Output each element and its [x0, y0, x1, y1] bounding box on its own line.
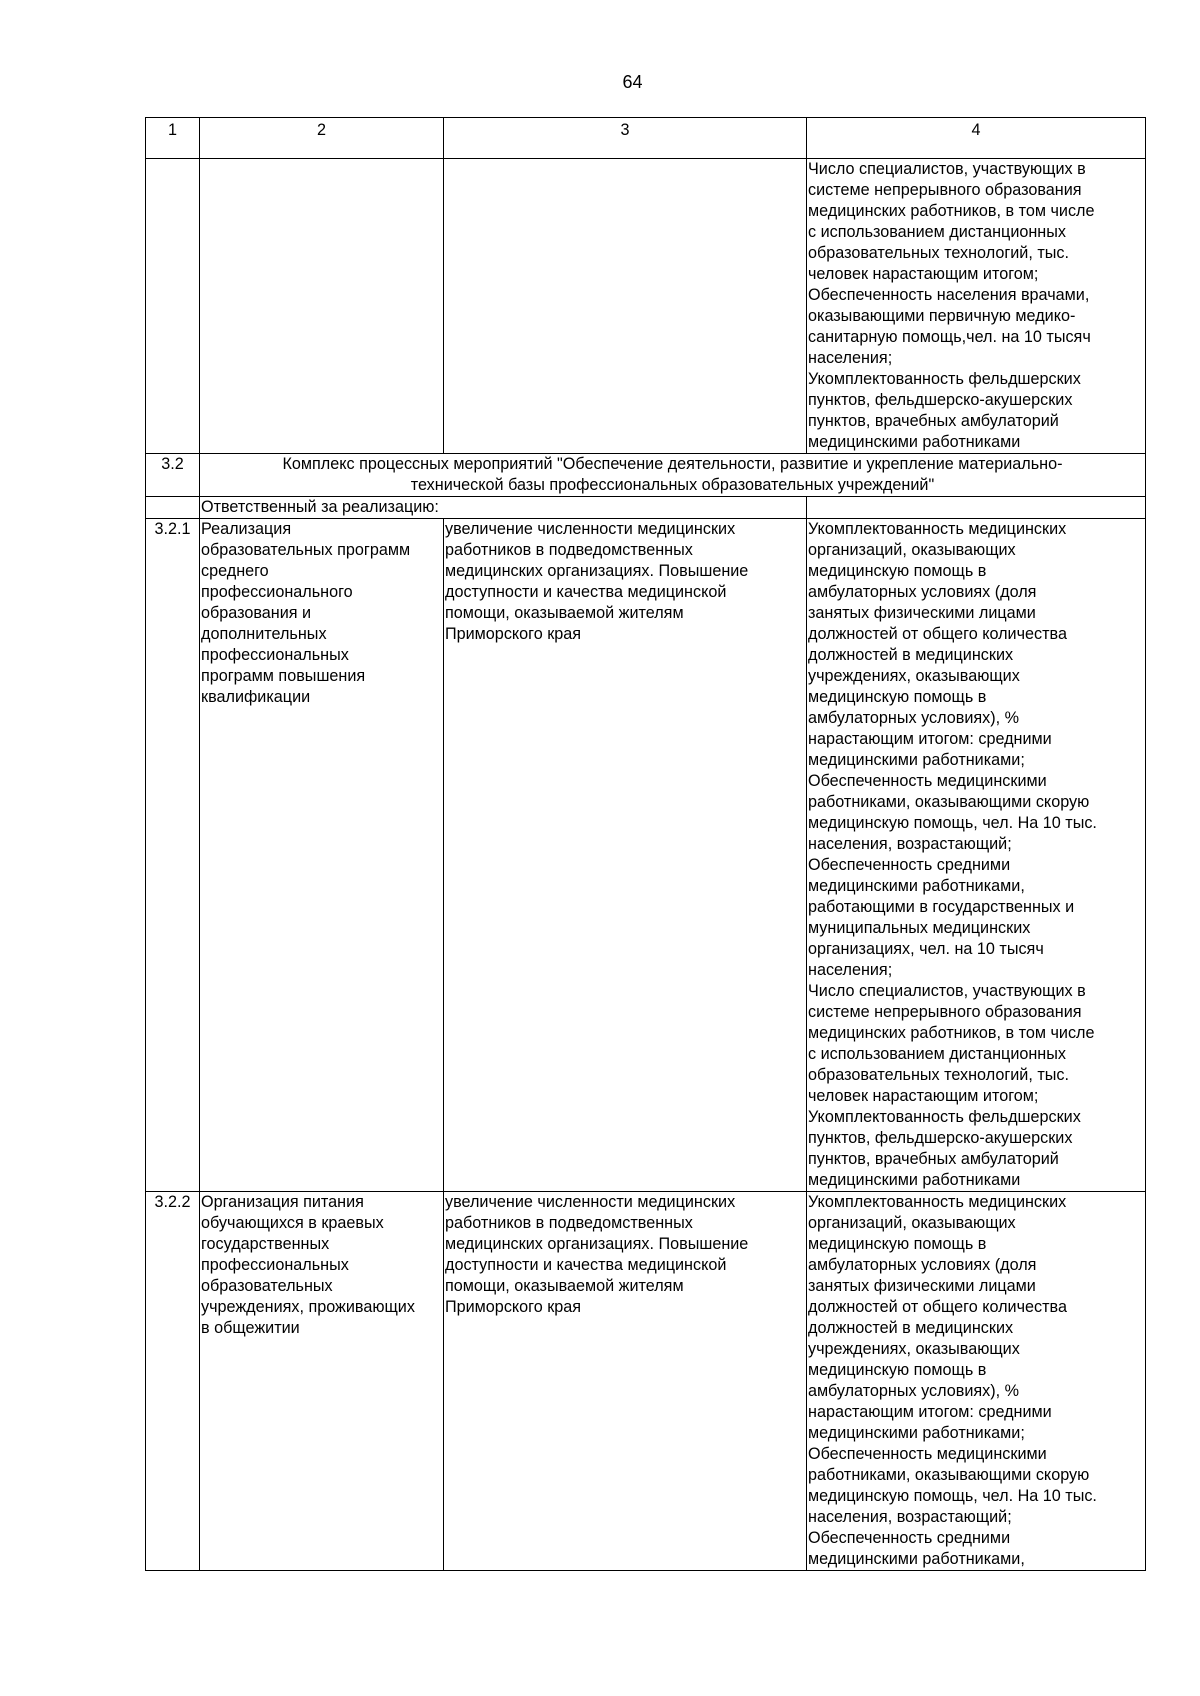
text-line: образовательных	[201, 1277, 333, 1295]
section-row-3-2	[146, 454, 1146, 497]
text-line: увеличение численности медицинских	[445, 1193, 736, 1211]
text-line: Укомплектованность фельдшерских	[808, 370, 1081, 388]
text-line: медицинскими работниками;	[808, 751, 1025, 769]
text-line: амбулаторных условиях), %	[808, 1382, 1020, 1400]
text-line: работниками, оказывающими скорую	[808, 1466, 1090, 1484]
text-line: Обеспеченность медицинскими	[808, 1445, 1047, 1463]
text-line: медицинских организациях. Повышение	[445, 562, 749, 580]
text-line: должностей от общего количества	[808, 1298, 1067, 1316]
text-line: медицинских работников, в том числе	[808, 202, 1095, 220]
text-line: медицинскими работниками,	[808, 877, 1025, 895]
text-line: санитарную помощь,чел. на 10 тысяч	[808, 328, 1091, 346]
section-title	[200, 454, 1146, 497]
text-line: обучающихся в краевых	[201, 1214, 384, 1232]
text-line: амбулаторных условиях), %	[808, 709, 1020, 727]
text-line: медицинских работников, в том числе	[808, 1024, 1095, 1042]
header-col-4: 4	[807, 118, 1146, 159]
responsible-label: Ответственный за реализацию:	[200, 497, 807, 519]
text-line: медицинскими работниками,	[808, 1550, 1025, 1568]
text-line: медицинскими работниками	[808, 433, 1021, 451]
table-row-3-2-2	[146, 1192, 1146, 1571]
text-line: работниками, оказывающими скорую	[808, 793, 1090, 811]
text-line: помощи, оказываемой жителям	[445, 1277, 684, 1295]
text-line: Обеспеченность средними	[808, 1529, 1011, 1547]
text-line: населения, возрастающий;	[808, 1508, 1012, 1526]
text-line: организациях, чел. на 10 тысяч	[808, 940, 1044, 958]
text-line: образовательных технологий, тыс.	[808, 244, 1069, 262]
text-line: занятых физическими лицами	[808, 1277, 1036, 1295]
section-number: 3.2	[146, 454, 200, 497]
row-number: 3.2.1	[146, 519, 200, 1192]
text-line: квалификации	[201, 688, 311, 706]
text-line: пунктов, фельдшерско-акушерских	[808, 1129, 1073, 1147]
expected-result-cell	[444, 1192, 807, 1571]
text-line: организаций, оказывающих	[808, 1214, 1016, 1232]
text-line: среднего	[201, 562, 269, 580]
text-line: амбулаторных условиях (доля	[808, 583, 1037, 601]
text-line: работников в подведомственных	[445, 541, 693, 559]
text-line: системе непрерывного образования	[808, 181, 1082, 199]
text-line: профессиональных	[201, 1256, 349, 1274]
text-line: нарастающим итогом: средними	[808, 730, 1052, 748]
measure-name-cell	[200, 1192, 444, 1571]
text-line: населения, возрастающий;	[808, 835, 1012, 853]
indicators-cell	[807, 159, 1146, 454]
indicators-cell	[807, 519, 1146, 1192]
text-line: медицинскую помощь в	[808, 562, 987, 580]
text-line: должностей в медицинских	[808, 646, 1014, 664]
text-line: дополнительных	[201, 625, 327, 643]
expected-result-cell	[444, 519, 807, 1192]
text-line: медицинскими работниками	[808, 1171, 1021, 1189]
text-line: населения;	[808, 961, 893, 979]
row-number: 3.2.2	[146, 1192, 200, 1571]
table-row-continuation	[146, 159, 1146, 454]
text-line: медицинскую помощь, чел. На 10 тыс.	[808, 1487, 1097, 1505]
text-line: профессионального	[201, 583, 353, 601]
text-line: муниципальных медицинских	[808, 919, 1031, 937]
text-line: Организация питания	[201, 1193, 364, 1211]
indicators-cell	[807, 1192, 1146, 1571]
text-line: организаций, оказывающих	[808, 541, 1016, 559]
text-line: образования и	[201, 604, 312, 622]
text-line: программ повышения	[201, 667, 366, 685]
text-line: человек нарастающим итогом;	[808, 1087, 1039, 1105]
header-col-3: 3	[444, 118, 807, 159]
text-line: Комплекс процессных мероприятий "Обеспечение деятельности, развитие и укрепление материально-	[282, 455, 1063, 473]
text-line: населения;	[808, 349, 893, 367]
text-line: профессиональных	[201, 646, 349, 664]
table-header-row	[146, 118, 1146, 159]
text-line: медицинскую помощь в	[808, 1235, 987, 1253]
text-line: должностей от общего количества	[808, 625, 1067, 643]
text-line: образовательных программ	[201, 541, 411, 559]
text-line: учреждениях, оказывающих	[808, 1340, 1020, 1358]
text-line: пунктов, врачебных амбулаторий	[808, 412, 1059, 430]
table-row-3-2-1	[146, 519, 1146, 1192]
text-line: оказывающими первичную медико-	[808, 307, 1076, 325]
text-line: работающими в государственных и	[808, 898, 1075, 916]
text-line: с использованием дистанционных	[808, 1045, 1066, 1063]
text-line: увеличение численности медицинских	[445, 520, 736, 538]
text-line: Число специалистов, участвующих в	[808, 160, 1086, 178]
text-line: доступности и качества медицинской	[445, 583, 727, 601]
text-line: занятых физическими лицами	[808, 604, 1036, 622]
text-line: Реализация	[201, 520, 292, 538]
header-col-2: 2	[200, 118, 444, 159]
text-line: помощи, оказываемой жителям	[445, 604, 684, 622]
text-line: пунктов, врачебных амбулаторий	[808, 1150, 1059, 1168]
text-line: медицинскую помощь в	[808, 1361, 987, 1379]
measure-name-cell	[200, 519, 444, 1192]
text-line: технической базы профессиональных образовательных учреждений"	[410, 476, 935, 494]
text-line: амбулаторных условиях (доля	[808, 1256, 1037, 1274]
text-line: медицинскими работниками;	[808, 1424, 1025, 1442]
header-col-1: 1	[146, 118, 200, 159]
text-line: Число специалистов, участвующих в	[808, 982, 1086, 1000]
text-line: в общежитии	[201, 1319, 300, 1337]
text-line: Приморского края	[445, 625, 582, 643]
text-line: нарастающим итогом: средними	[808, 1403, 1052, 1421]
text-line: образовательных технологий, тыс.	[808, 1066, 1069, 1084]
text-line: Укомплектованность медицинских	[808, 1193, 1067, 1211]
text-line: государственных	[201, 1235, 330, 1253]
responsible-row	[146, 497, 1146, 519]
text-line: системе непрерывного образования	[808, 1003, 1082, 1021]
text-line: медицинских организациях. Повышение	[445, 1235, 749, 1253]
text-line: Приморского края	[445, 1298, 582, 1316]
text-line: пунктов, фельдшерско-акушерских	[808, 391, 1073, 409]
page-number: 64	[622, 72, 643, 92]
text-line: Укомплектованность медицинских	[808, 520, 1067, 538]
text-line: медицинскую помощь в	[808, 688, 987, 706]
text-line: Обеспеченность средними	[808, 856, 1011, 874]
text-line: медицинскую помощь, чел. На 10 тыс.	[808, 814, 1097, 832]
text-line: доступности и качества медицинской	[445, 1256, 727, 1274]
text-line: учреждениях, проживающих	[201, 1298, 415, 1316]
text-line: Обеспеченность медицинскими	[808, 772, 1047, 790]
text-line: Обеспеченность населения врачами,	[808, 286, 1090, 304]
measures-table	[145, 117, 1146, 1571]
text-line: Укомплектованность фельдшерских	[808, 1108, 1081, 1126]
text-line: человек нарастающим итогом;	[808, 265, 1039, 283]
text-line: работников в подведомственных	[445, 1214, 693, 1232]
text-line: должностей в медицинских	[808, 1319, 1014, 1337]
text-line: учреждениях, оказывающих	[808, 667, 1020, 685]
text-line: с использованием дистанционных	[808, 223, 1066, 241]
